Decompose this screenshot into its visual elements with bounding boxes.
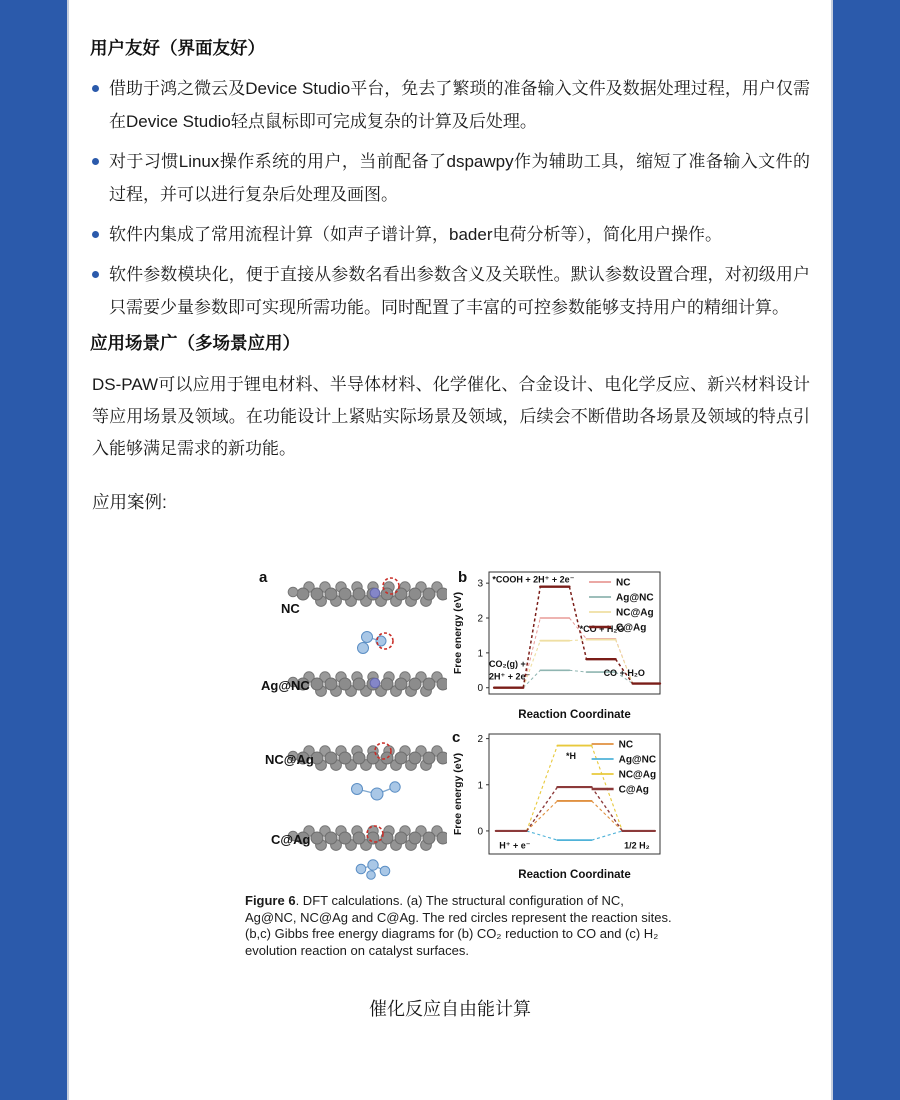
- figure-caption-number: Figure 6: [245, 893, 296, 908]
- list-item: [90, 72, 810, 138]
- svg-text:0: 0: [477, 683, 483, 695]
- list-item: [90, 258, 810, 324]
- svg-text:C@Ag: C@Ag: [616, 622, 647, 634]
- panel-b-label: b: [458, 569, 468, 586]
- bullet-dot-icon: [92, 158, 99, 165]
- svg-text:Ag@NC: Ag@NC: [616, 592, 654, 604]
- svg-text:0: 0: [477, 826, 483, 838]
- user-friendly-bullet-list: [90, 72, 810, 324]
- bullet-dot-icon: [92, 231, 99, 238]
- bullet-text: 软件内集成了常用流程计算（如声子谱计算，bader电荷分析等），简化用户操作。: [109, 225, 722, 244]
- svg-text:3: 3: [477, 578, 483, 590]
- svg-text:Reaction Coordinate: Reaction Coordinate: [518, 869, 631, 881]
- svg-text:Reaction Coordinate: Reaction Coordinate: [518, 709, 631, 721]
- svg-text:2H⁺ + 2e⁻: 2H⁺ + 2e⁻: [489, 671, 531, 682]
- molecular-structures-illustration: [255, 565, 447, 883]
- list-item: [90, 145, 810, 211]
- bullet-text: 软件参数模块化，便于直接从参数名看出参数含义及关联性。默认参数设置合理，对初级用户只需要少量参数即可实现所需功能。同时配置了丰富的可控参数能够支持用户的精细计算。: [109, 265, 810, 317]
- svg-text:*H: *H: [565, 750, 576, 761]
- svg-text:1/2 H₂: 1/2 H₂: [624, 840, 650, 851]
- heading-applications: 应用场景广（多场景应用）: [90, 333, 300, 353]
- svg-text:Ag@NC: Ag@NC: [618, 754, 657, 766]
- bottom-caption: 催化反应自由能计算: [369, 999, 531, 1019]
- free-energy-chart-co2-reduction: [452, 565, 665, 725]
- svg-text:*COOH + 2H⁺ + 2e⁻: *COOH + 2H⁺ + 2e⁻: [492, 574, 575, 585]
- svg-text:NC@Ag: NC@Ag: [616, 607, 654, 619]
- figure-6: [255, 565, 665, 885]
- bullet-text: 对于习惯Linux操作系统的用户，当前配备了dspawpy作为辅助工具，缩短了准备输入文件的过程，并可以进行复杂后处理及画图。: [109, 152, 810, 204]
- applications-paragraph: DS-PAW可以应用于锂电材料、半导体材料、化学催化、合金设计、电化学反应、新兴材料设计等应用场景及领域。在功能设计上紧贴实际场景及领域，后续会不断借助各场景及领域的特点引入能够满足需求的新功能。: [92, 375, 810, 458]
- svg-text:NC: NC: [281, 601, 300, 616]
- svg-text:*CO + H₂O: *CO + H₂O: [579, 623, 625, 634]
- svg-text:NC@Ag: NC@Ag: [265, 752, 314, 767]
- figure-panel-a: [255, 565, 447, 883]
- svg-text:NC: NC: [618, 739, 634, 751]
- svg-text:Free energy (eV): Free energy (eV): [452, 752, 464, 836]
- svg-text:1: 1: [477, 780, 483, 792]
- list-item: [90, 218, 810, 251]
- svg-text:Ag@NC: Ag@NC: [261, 678, 310, 693]
- case-label: 应用案例:: [92, 492, 167, 512]
- svg-text:1: 1: [477, 648, 483, 660]
- svg-text:CO + H₂O: CO + H₂O: [603, 668, 645, 679]
- svg-text:Free energy (eV): Free energy (eV): [452, 591, 464, 675]
- figure-caption-text: . DFT calculations. (a) The structural configuration of NC, Ag@NC, NC@Ag and C@Ag. The red circles represent the reaction sites. (b,c) Gibbs free energy diagrams for (b) CO₂ reduction to CO and (c) H₂ evolution reaction on catalyst surfaces.: [245, 893, 672, 958]
- svg-text:NC@Ag: NC@Ag: [618, 769, 657, 781]
- svg-text:C@Ag: C@Ag: [271, 832, 311, 847]
- svg-text:2: 2: [477, 613, 483, 625]
- bullet-dot-icon: [92, 85, 99, 92]
- bullet-dot-icon: [92, 271, 99, 278]
- figure-caption: [245, 893, 675, 959]
- free-energy-chart-h2-evolution: [452, 727, 665, 885]
- panel-a-label: a: [259, 569, 268, 586]
- svg-text:2: 2: [477, 734, 483, 746]
- svg-text:C@Ag: C@Ag: [618, 784, 649, 796]
- bullet-text: 借助于鸿之微云及Device Studio平台，免去了繁琐的准备输入文件及数据处理过程，用户仅需在Device Studio轻点鼠标即可完成复杂的计算及后处理。: [109, 79, 810, 131]
- svg-text:CO₂(g) +: CO₂(g) +: [489, 658, 526, 669]
- panel-c-label: c: [452, 729, 461, 746]
- figure-panels-bc: [452, 565, 665, 885]
- right-border-bar: [831, 0, 900, 1100]
- svg-text:NC: NC: [616, 577, 631, 589]
- svg-text:H⁺ + e⁻: H⁺ + e⁻: [499, 840, 531, 851]
- page-content: [67, 0, 833, 1100]
- left-border-bar: [0, 0, 69, 1100]
- heading-user-friendly: 用户友好（界面友好）: [90, 38, 265, 58]
